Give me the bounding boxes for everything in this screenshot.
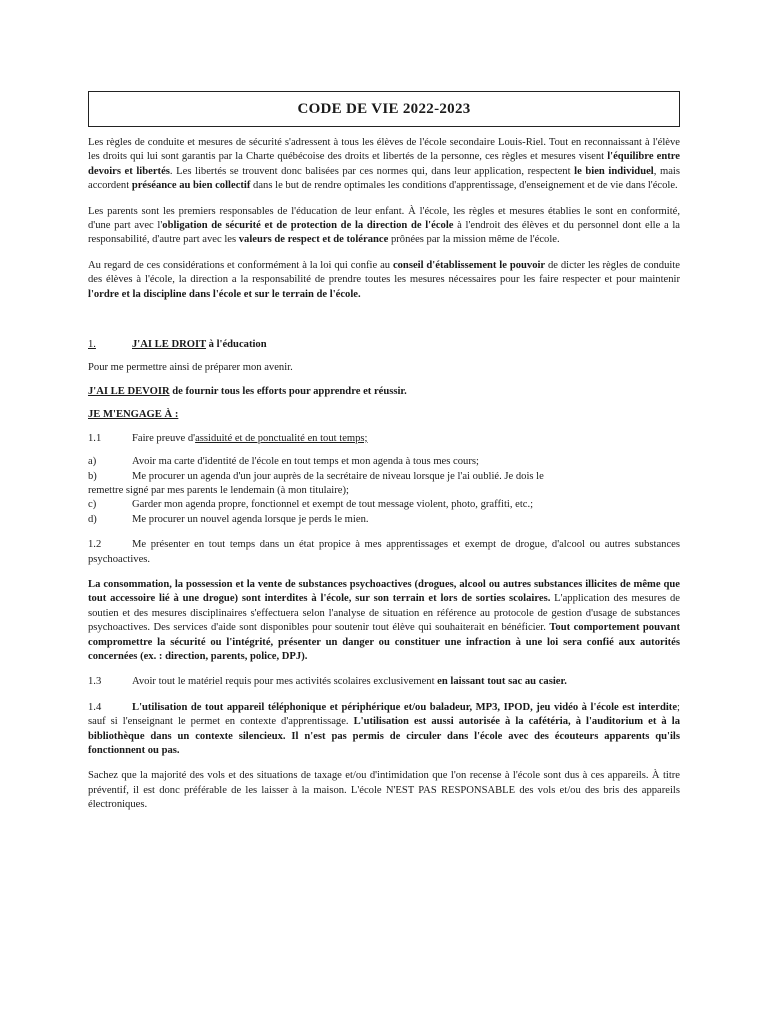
item-1-4: 1.4 L'utilisation de tout appareil téléphonique et périphérique et/ou baladeur, MP3, IPOD, jeu vidéo à l'école est interdite; sauf si l'enseignant le permet en contexte d'apprentissage. L'utilisation est aussi autorisée à la cafétéria, à l'auditorium et à la bibliothèque dans un contexte silencieux. Il n'est pas permis de circuler dans l'école avec des écouteurs apparents qu'ils fonctionnent ou pas. xyxy=(88,701,680,756)
item-1-1: 1.1 Faire preuve d'assiduité et de ponctualité en tout temps; xyxy=(88,432,368,444)
intro-paragraph-3: Au regard de ces considérations et conformément à la loi qui confie au conseil d'établissement le pouvoir de dicter les règles de conduite des élèves à l'école, la direction a la responsabilité de prendre toutes les mesures nécessaires pour les faire respecter et pour maintenir l'ordre et la discipline dans l'école et sur le terrain de l'école. xyxy=(88,259,680,300)
document-page xyxy=(88,91,680,813)
list-item: a) Avoir ma carte d'identité de l'école en tout temps et mon agenda à tous mes cours; xyxy=(88,456,479,468)
list-item: b) Me procurer un agenda d'un jour auprès de la secrétaire de niveau lorsque je l'ai oublié. Je dois le xyxy=(88,470,544,482)
section-1-line: Pour me permettre ainsi de préparer mon avenir. xyxy=(88,362,293,374)
intro-paragraph-1: Les règles de conduite et mesures de sécurité s'adressent à tous les élèves de l'école secondaire Louis-Riel. Tout en reconnaissant à l'élève les droits qui lui sont garantis par la Charte québécoise des droits et libertés de la personne, ces règles et mesures visent l'équilibre entre devoirs et libertés. Les libertés se trouvent donc balisées par ces normes qui, dans leur application, respectent le bien individuel, mais accordent préséance au bien collectif dans le but de rendre optimales les conditions d'apprentissage, d'enseignement et de vie dans l'école. xyxy=(88,137,680,192)
list-item: d) Me procurer un nouvel agenda lorsque je perds le mien. xyxy=(88,513,369,525)
section-1-heading: 1. J'AI LE DROIT à l'éducation xyxy=(88,338,680,352)
closing-paragraph: Sachez que la majorité des vols et des situations de taxage et/ou d'intimidation que l'on recense à l'école sont dus à ces appareils. À titre préventif, il est donc préférable de les laisser à la maison. L'école N'EST PAS RESPONSABLE des vols et/ou des bris des appareils électroniques. xyxy=(88,770,680,811)
substances-paragraph: La consommation, la possession et la vente de substances psychoactives (drogues, alcool ou autres substances illicites de même que tout accessoire lié à une drogue) sont interdites à l'école, sur son terrain et lors de sorties scolaires. L'application des mesures de soutien et des mesures disciplinaires s'effectuera selon l'analyse de situation en référence au protocole de gestion d'usage de substances psychoactives. Des services d'aide sont disponibles pour soutenir tout élève qui souhaiterait en bénéficier. Tout comportement pouvant compromettre la sécurité ou l'intégrité, présenter un danger ou constituer une infraction à une loi sera confié aux autorités concernées (ex. : direction, parents, police, DPJ). xyxy=(88,578,680,662)
page-title: CODE DE VIE 2022-2023 xyxy=(88,91,680,127)
list-item-continuation: remettre signé par mes parents le lendemain (à mon titulaire); xyxy=(88,484,349,496)
section-number: 1. xyxy=(88,339,96,351)
duty-statement: J'AI LE DEVOIR de fournir tous les efforts pour apprendre et réussir. xyxy=(88,385,407,397)
item-1-2: 1.2 Me présenter en tout temps dans un état propice à mes apprentissages et exempt de drogue, d'alcool ou autres substances psychoactives. xyxy=(88,539,680,565)
list-item: c) Garder mon agenda propre, fonctionnel et exempt de tout message violent, photo, graffiti, etc.; xyxy=(88,499,534,511)
intro-paragraph-2: Les parents sont les premiers responsables de l'éducation de leur enfant. À l'école, les règles et mesures établies le sont en conformité, d'une part avec l'obligation de sécurité et de protection de la direction de l'école à l'endroit des élèves et du personnel dont elle a la responsabilité, d'autre part avec les valeurs de respect et de tolérance prônées par la mission même de l'école. xyxy=(88,205,680,246)
item-1-3: 1.3 Avoir tout le matériel requis pour mes activités scolaires exclusivement en laissant tout sac au casier. xyxy=(88,676,567,688)
commitment-heading: JE M'ENGAGE À : xyxy=(88,409,179,421)
